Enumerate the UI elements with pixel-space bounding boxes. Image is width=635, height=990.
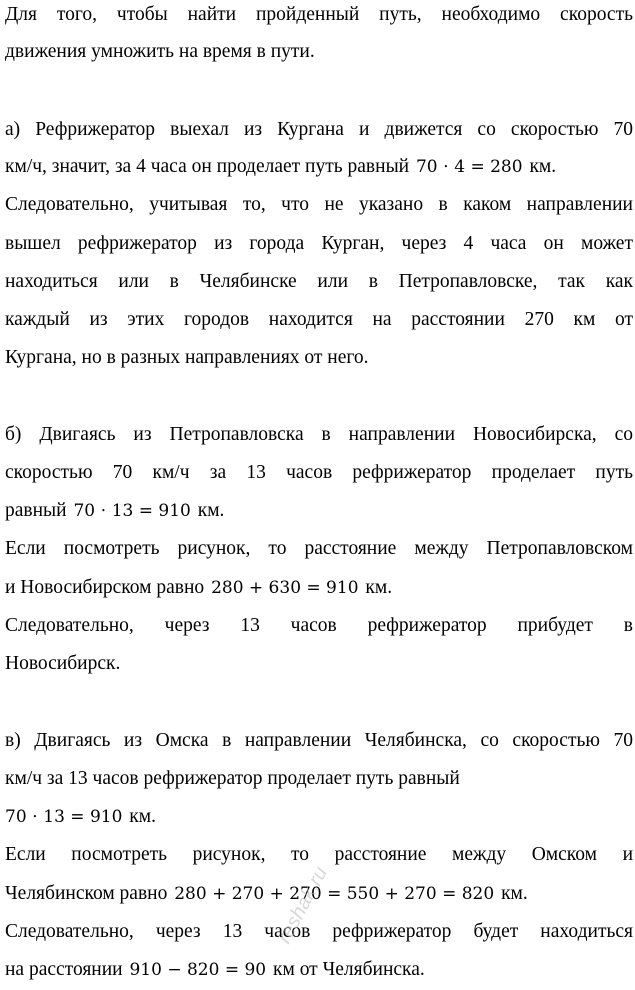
part-b-line-5-text: и Новосибирском равно bbox=[5, 577, 205, 598]
part-b-unit-2: км. bbox=[365, 577, 393, 598]
part-v-line-3 bbox=[5, 802, 156, 832]
svg-text:reshak.ru: reshak.ru bbox=[273, 863, 332, 948]
part-b-line-4: Если посмотреть рисунок, то расстояние между Петропавловском bbox=[5, 538, 633, 559]
part-a-line-3: Следовательно, учитывая то, что не указано в каком направлении bbox=[5, 194, 633, 215]
part-b-unit-1: км. bbox=[197, 500, 225, 521]
intro-line-2: движения умножить на время в пути. bbox=[5, 41, 315, 62]
part-a-line-7: Кургана, но в разных направлениях от него. bbox=[5, 347, 369, 368]
part-a-line-2 bbox=[5, 152, 556, 182]
part-a-line-4: вышел рефрижератор из города Курган, через 4 часа он может bbox=[5, 233, 633, 254]
part-v-formula-1: 70 ⋅ 13 = 910 bbox=[5, 807, 123, 827]
part-b-formula-1: 70 ⋅ 13 = 910 bbox=[73, 501, 191, 521]
part-a-line-1: а) Рефрижератор выехал из Кургана и движется со скоростью 70 bbox=[5, 119, 633, 140]
part-v-line-4: Если посмотреть рисунок, то расстояние между Омском и bbox=[5, 844, 633, 865]
part-v-line-7-text: на расстоянии bbox=[5, 959, 123, 980]
part-v-line-5 bbox=[5, 879, 528, 909]
part-v-unit-1: км. bbox=[129, 806, 156, 827]
part-v-unit-3: км от Челябинска. bbox=[273, 959, 425, 980]
part-v-line-2: км/ч за 13 часов рефрижератор проделает путь равный bbox=[5, 768, 460, 789]
part-b-line-3-text: равный bbox=[5, 500, 67, 521]
part-b-formula-2: 280 + 630 = 910 bbox=[211, 578, 359, 598]
part-v-line-1: в) Двигаясь из Омска в направлении Челябинска, со скоростью 70 bbox=[5, 730, 633, 751]
part-a-line-5: находиться или в Челябинске или в Петропавловске, так как bbox=[5, 271, 633, 292]
part-b-line-3 bbox=[5, 496, 224, 526]
part-b-line-5 bbox=[5, 573, 392, 603]
part-v-formula-2: 280 + 270 + 270 = 550 + 270 = 820 bbox=[174, 884, 495, 904]
part-v-formula-3: 910 − 820 = 90 bbox=[129, 960, 267, 980]
part-a-unit: км. bbox=[529, 156, 557, 177]
part-v-unit-2: км. bbox=[501, 883, 528, 904]
part-b-line-7: Новосибирск. bbox=[5, 653, 121, 674]
part-b-line-2: скоростью 70 км/ч за 13 часов рефрижератор проделает путь bbox=[5, 462, 633, 483]
part-a-formula: 70 ⋅ 4 = 280 bbox=[415, 157, 523, 177]
part-a-line-2-text: км/ч, значит, за 4 часа он проделает путь равный bbox=[5, 156, 410, 177]
part-b-line-1: б) Двигаясь из Петропавловска в направлении Новосибирска, со bbox=[5, 424, 633, 445]
part-b-line-6: Следовательно, через 13 часов рефрижератор прибудет в bbox=[5, 615, 633, 636]
intro-line-1: Для того, чтобы найти пройденный путь, необходимо скорость bbox=[5, 4, 633, 25]
part-a-line-6: каждый из этих городов находится на расстоянии 270 км от bbox=[5, 309, 633, 330]
part-v-line-7 bbox=[5, 955, 425, 985]
part-v-line-5-text: Челябинском равно bbox=[5, 883, 168, 904]
part-v-line-6: Следовательно, через 13 часов рефрижератор будет находиться bbox=[5, 921, 633, 942]
